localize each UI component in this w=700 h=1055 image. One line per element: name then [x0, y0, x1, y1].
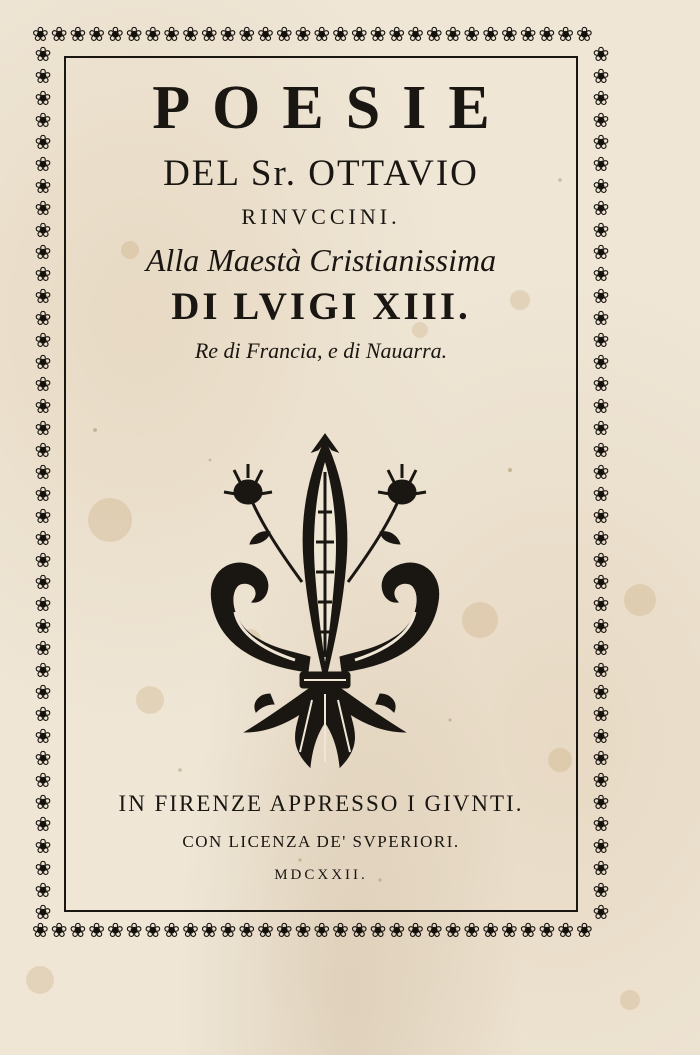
- border-bottom-ornament: ❀❀❀❀❀❀❀❀❀❀❀❀❀❀❀❀❀❀❀❀❀❀❀❀❀❀❀❀❀❀: [32, 920, 595, 942]
- imprint-year: MDCXXII.: [274, 867, 368, 883]
- dedication-line: Alla Maestà Cristianissima: [145, 242, 497, 278]
- fleur-de-lis-icon: [200, 432, 450, 777]
- border-left-ornament: ❀❀❀❀❀❀❀❀❀❀❀❀❀❀❀❀❀❀❀❀❀❀❀❀❀❀❀❀❀❀❀❀❀❀❀❀❀❀❀❀: [34, 44, 54, 924]
- book-title: POESIE: [152, 74, 512, 142]
- imprint-place-printer: IN FIRENZE APPRESSO I GIVNTI.: [118, 791, 524, 816]
- author-line: DEL Sr. OTTAVIO: [163, 153, 479, 194]
- dedicatee-name: DI LVIGI XIII.: [171, 285, 471, 328]
- imprint-block: [64, 788, 578, 886]
- author-surname: RINVCCINI.: [241, 204, 401, 229]
- border-right-ornament: ❀❀❀❀❀❀❀❀❀❀❀❀❀❀❀❀❀❀❀❀❀❀❀❀❀❀❀❀❀❀❀❀❀❀❀❀❀❀❀❀: [592, 44, 612, 924]
- title-block: [64, 70, 578, 366]
- border-top-ornament: ❀❀❀❀❀❀❀❀❀❀❀❀❀❀❀❀❀❀❀❀❀❀❀❀❀❀❀❀❀❀: [32, 24, 595, 46]
- imprint-license: CON LICENZA DE' SVPERIORI.: [182, 832, 460, 851]
- dedicatee-title: Re di Francia, e di Nauarra.: [194, 338, 448, 363]
